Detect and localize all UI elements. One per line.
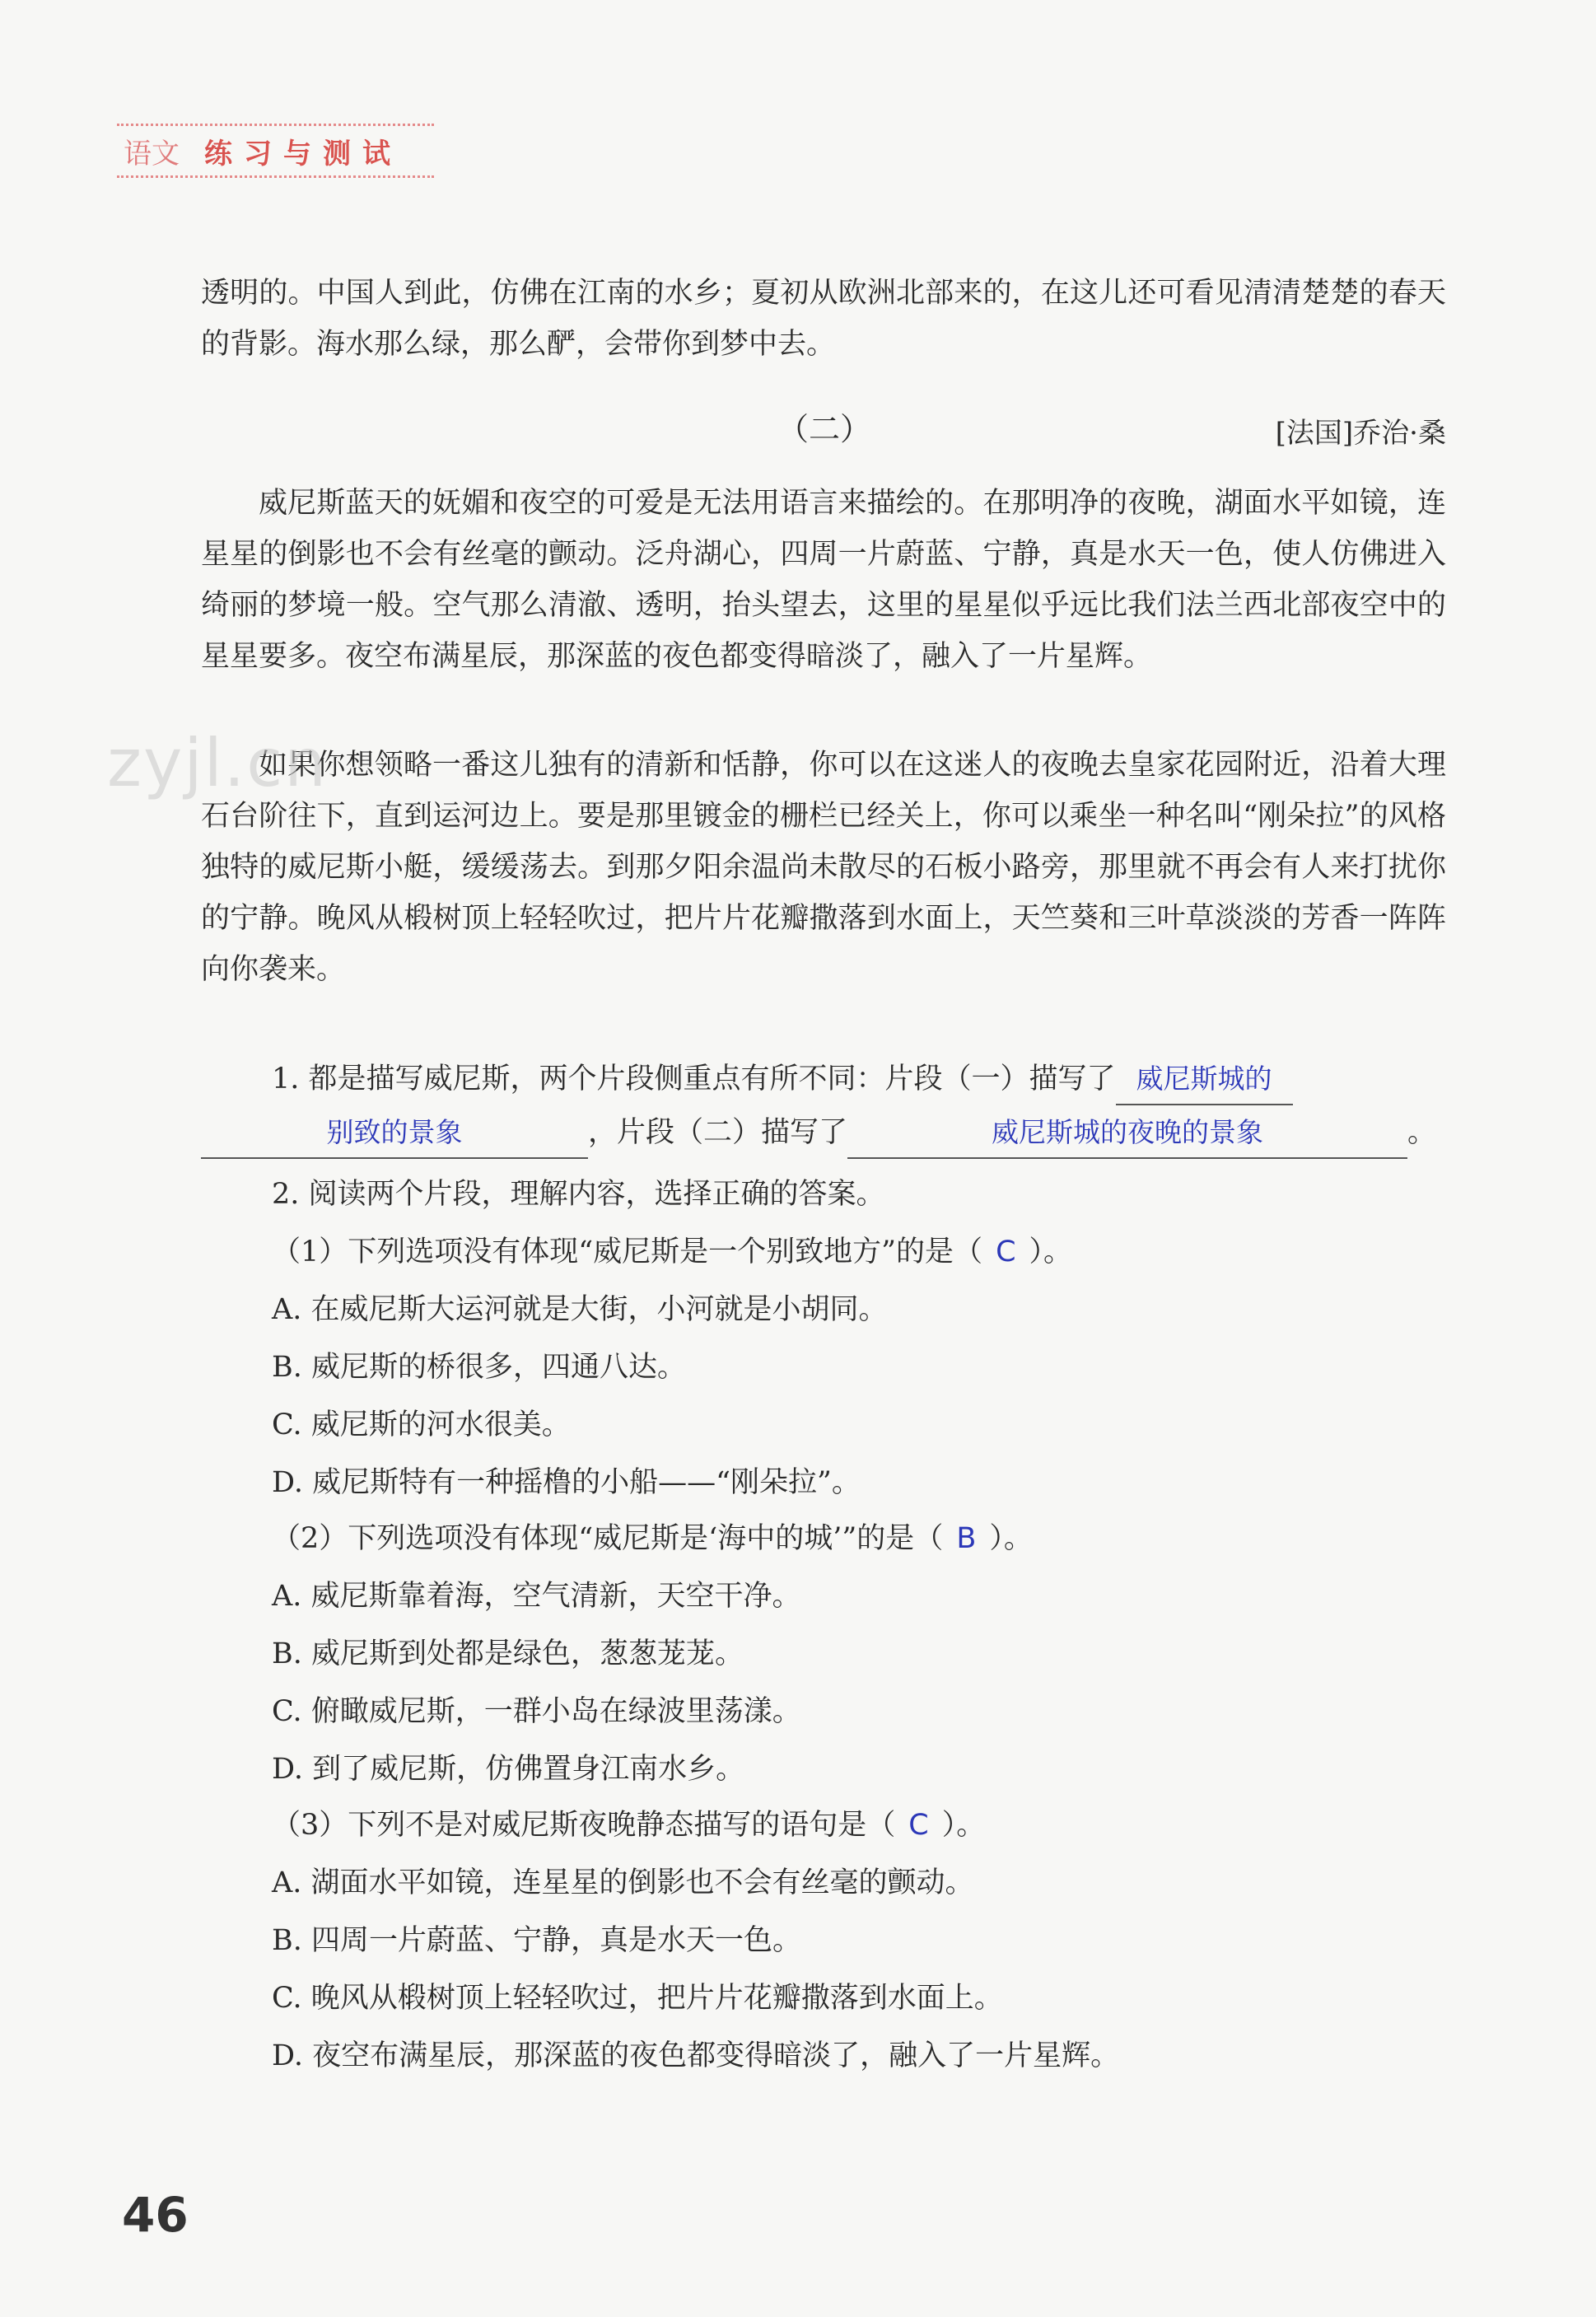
q2-sub2-option-b: B. 威尼斯到处都是绿色，葱葱茏茏。	[272, 1637, 744, 1670]
q2-sub3-option-d: D. 夜空布满星辰，那深蓝的夜色都变得暗淡了，融入了一片星辉。	[272, 2039, 1120, 2072]
page-number: 46	[122, 2187, 189, 2243]
q2-sub1-option-b: B. 威尼斯的桥很多，四通八达。	[272, 1351, 686, 1384]
q2-sub3-option-c: C. 晚风从椴树顶上轻轻吹过，把片片花瓣撒落到水面上。	[272, 1982, 1003, 2015]
q2-sub1-answer[interactable]: C	[996, 1236, 1016, 1268]
header-subject: 语文	[124, 137, 180, 171]
section-heading: （二）	[777, 411, 872, 447]
paragraph-1: 威尼斯蓝天的妩媚和夜空的可爱是无法用语言来描绘的。在那明净的夜晚，湖面水平如镜，连星星的倒影也不会有丝毫的颤动。泛舟湖心，四周一片蔚蓝、宁静，真是水天一色，使人仿佛进入绮丽的梦境一般。空气那么清澈、透明，抬头望去，这里的星星似乎远比我们法兰西北部夜空中的星星要多。夜空布满星辰，那深蓝的夜色都变得暗淡了，融入了一片星辉。	[201, 487, 1446, 673]
q1-answer-blank-b[interactable]: 威尼斯城的夜晚的景象	[847, 1108, 1407, 1159]
page-header	[117, 124, 434, 178]
q1-answer-blank-a1[interactable]: 威尼斯城的	[1116, 1054, 1293, 1105]
paragraph-2: 如果你想领略一番这儿独有的清新和恬静，你可以在这迷人的夜晚去皇家花园附近，沿着大理石台阶往下，直到运河边上。要是那里镀金的栅栏已经关上，你可以乘坐一种名叫“刚朵拉”的风格独特的威尼斯小艇，缓缓荡去。到那夕阳余温尚未散尽的石板小路旁，那里就不再会有人来打扰你的宁静。晚风从椴树顶上轻轻吹过，把片片花瓣撒落到水面上，天竺葵和三叶草淡淡的芳香一阵阵向你袭来。	[201, 749, 1446, 986]
q2-sub2-option-a: A. 威尼斯靠着海，空气清新，天空干净。	[272, 1580, 801, 1613]
header-title: 练习与测试	[204, 137, 402, 171]
q2-sub1-stem-end: ）。	[1029, 1236, 1073, 1268]
question-2-intro: 2. 阅读两个片段，理解内容，选择正确的答案。	[272, 1178, 885, 1211]
q2-sub3-option-a: A. 湖面水平如镜，连星星的倒影也不会有丝毫的颤动。	[272, 1866, 974, 1899]
section-author: [法国]乔治·桑	[1275, 417, 1446, 450]
q2-sub1-option-a: A. 在威尼斯大运河就是大街，小河就是小胡同。	[272, 1293, 888, 1326]
q2-sub2-answer[interactable]: B	[956, 1522, 977, 1555]
watermark: zyjl.cn	[107, 725, 328, 801]
passage-intro: 透明的。中国人到此，仿佛在江南的水乡；夏初从欧洲北部来的，在这儿还可看见清清楚楚的春天的背影。海水那么绿，那么酽，会带你到梦中去。	[201, 277, 1446, 361]
q1-answer-blank-a2[interactable]: 别致的景象	[201, 1108, 588, 1159]
question-1-line-1	[272, 1054, 1293, 1105]
question-1-line-2	[201, 1108, 1436, 1159]
q2-sub3-stem-end: ）。	[941, 1809, 986, 1842]
q1-text-a: 1. 都是描写威尼斯，两个片段侧重点有所不同：片段（一）描写了	[272, 1063, 1116, 1095]
q2-sub3-stem	[272, 1801, 985, 1850]
q2-sub2-option-d: D. 到了威尼斯，仿佛置身江南水乡。	[272, 1753, 745, 1786]
q2-sub1-option-d: D. 威尼斯特有一种摇橹的小船——“刚朵拉”。	[272, 1466, 861, 1499]
q2-sub2-option-c: C. 俯瞰威尼斯，一群小岛在绿波里荡漾。	[272, 1695, 801, 1728]
q2-sub2-stem-end: ）。	[989, 1522, 1033, 1555]
q2-sub1-stem	[272, 1227, 1072, 1277]
q2-sub3-option-b: B. 四周一片蔚蓝、宁静，真是水天一色。	[272, 1924, 801, 1957]
q1-text-b: ，片段（二）描写了	[588, 1116, 848, 1149]
q2-sub3-stem-text: （3）下列不是对威尼斯夜晚静态描写的语句是（	[272, 1809, 896, 1842]
q2-sub2-stem	[272, 1514, 1033, 1563]
q2-sub1-stem-text: （1）下列选项没有体现“威尼斯是一个别致地方”的是（	[272, 1236, 983, 1268]
q2-sub3-answer[interactable]: C	[908, 1809, 929, 1842]
q2-sub2-stem-text: （2）下列选项没有体现“威尼斯是‘海中的城’”的是（	[272, 1522, 944, 1555]
q1-text-end: 。	[1407, 1116, 1437, 1149]
q2-sub1-option-c: C. 威尼斯的河水很美。	[272, 1408, 571, 1441]
